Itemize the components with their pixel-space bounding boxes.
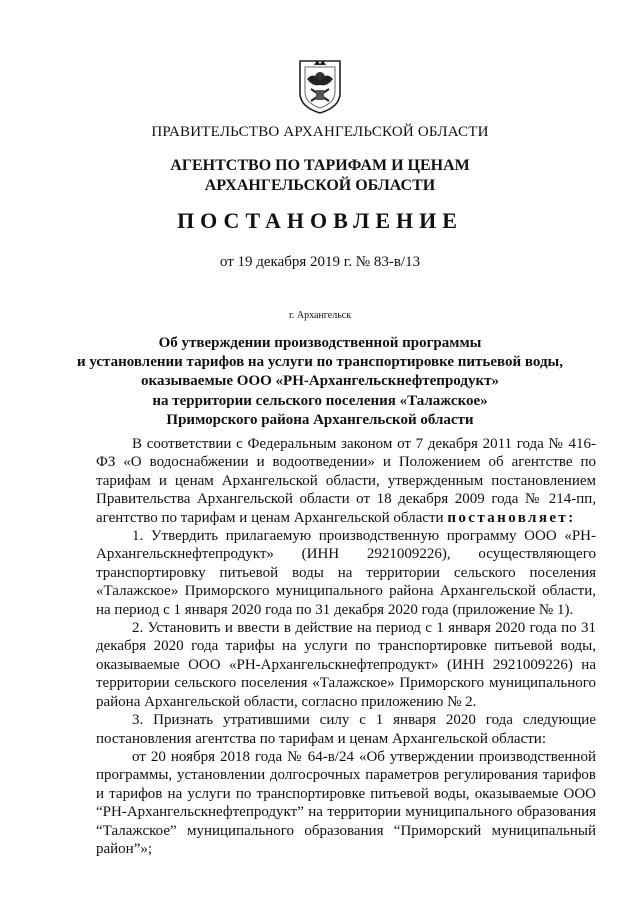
- agency-name-line2: АРХАНГЕЛЬСКОЙ ОБЛАСТИ: [204, 177, 436, 194]
- resolves-word: постановляет:: [447, 509, 576, 526]
- title-line3: оказываемые ООО «РН-Архангельскнефтепродукт»: [141, 373, 499, 390]
- preamble-text: В соответствии с Федеральным законом от 7 декабря 2011 года № 416-ФЗ «О водоснабжении и водоотведении» и Положением об агентстве по тарифам и ценам Архангельской области, утвержденным постановлением Правительства Архангельской области от 18 декабря 2009 года № 214-пп, агентство по тарифам и ценам Архангельской области: [96, 436, 596, 526]
- government-name: ПРАВИТЕЛЬСТВО АРХАНГЕЛЬСКОЙ ОБЛАСТИ: [151, 124, 489, 140]
- title-line2: и установлении тарифов на услуги по транспортировке питьевой воды,: [76, 354, 564, 371]
- agency-name-line1: АГЕНТСТВО ПО ТАРИФАМ И ЦЕНАМ: [170, 157, 470, 174]
- preamble-paragraph: [96, 435, 596, 527]
- item-1: 1. Утвердить прилагаемую производственную программу ООО «РН-Архангельскнефтепродукт» (ИНН 2921009226), осуществляющего транспортировку питьевой воды на территории сельского поселения «Талажское» Приморского муниципального района Архангельской области, на период с 1 января 2020 года по 31 декабря 2020 года (приложение № 1).: [96, 528, 596, 618]
- agency-name: [0, 156, 640, 196]
- document-date-number: от 19 декабря 2019 г. № 83-в/13: [219, 254, 421, 270]
- document-city: г. Архангельск: [288, 310, 352, 321]
- item-2: 2. Установить и ввести в действие на период с 1 января 2020 года по 31 декабря 2020 года тарифы на услуги по транспортировке питьевой воды, оказываемые ООО «РН-Архангельскнефтепродукт» (ИНН 2921009226) на территории сельского поселения «Талажское» Приморского муниципального района Архангельской области, согласно приложению № 2.: [96, 620, 596, 710]
- item-3: 3. Признать утратившими силу с 1 января 2020 года следующие постановления агентства по тарифам и ценам Архангельской области:: [96, 712, 596, 747]
- title-line5: Приморского района Архангельской области: [166, 411, 474, 428]
- title-line4: на территории сельского поселения «Талажское»: [152, 392, 488, 409]
- document-title: [0, 334, 640, 430]
- coat-of-arms-icon: [297, 57, 343, 120]
- document-type: ПОСТАНОВЛЕНИЕ: [177, 208, 463, 233]
- document-body: [96, 435, 596, 858]
- item-3-subitem-1: от 20 ноября 2018 года № 64-в/24 «Об утверждении производственной программы, установлении долгосрочных параметров регулирования тарифов и тарифов на услуги по транспортировке питьевой воды, оказываемые ООО “РН-Архангельскнефтепродукт” на территории муниципального образования “Талажское” муниципального образования “Приморский муниципальный район”»;: [96, 748, 596, 857]
- title-line1: Об утверждении производственной программы: [158, 335, 482, 351]
